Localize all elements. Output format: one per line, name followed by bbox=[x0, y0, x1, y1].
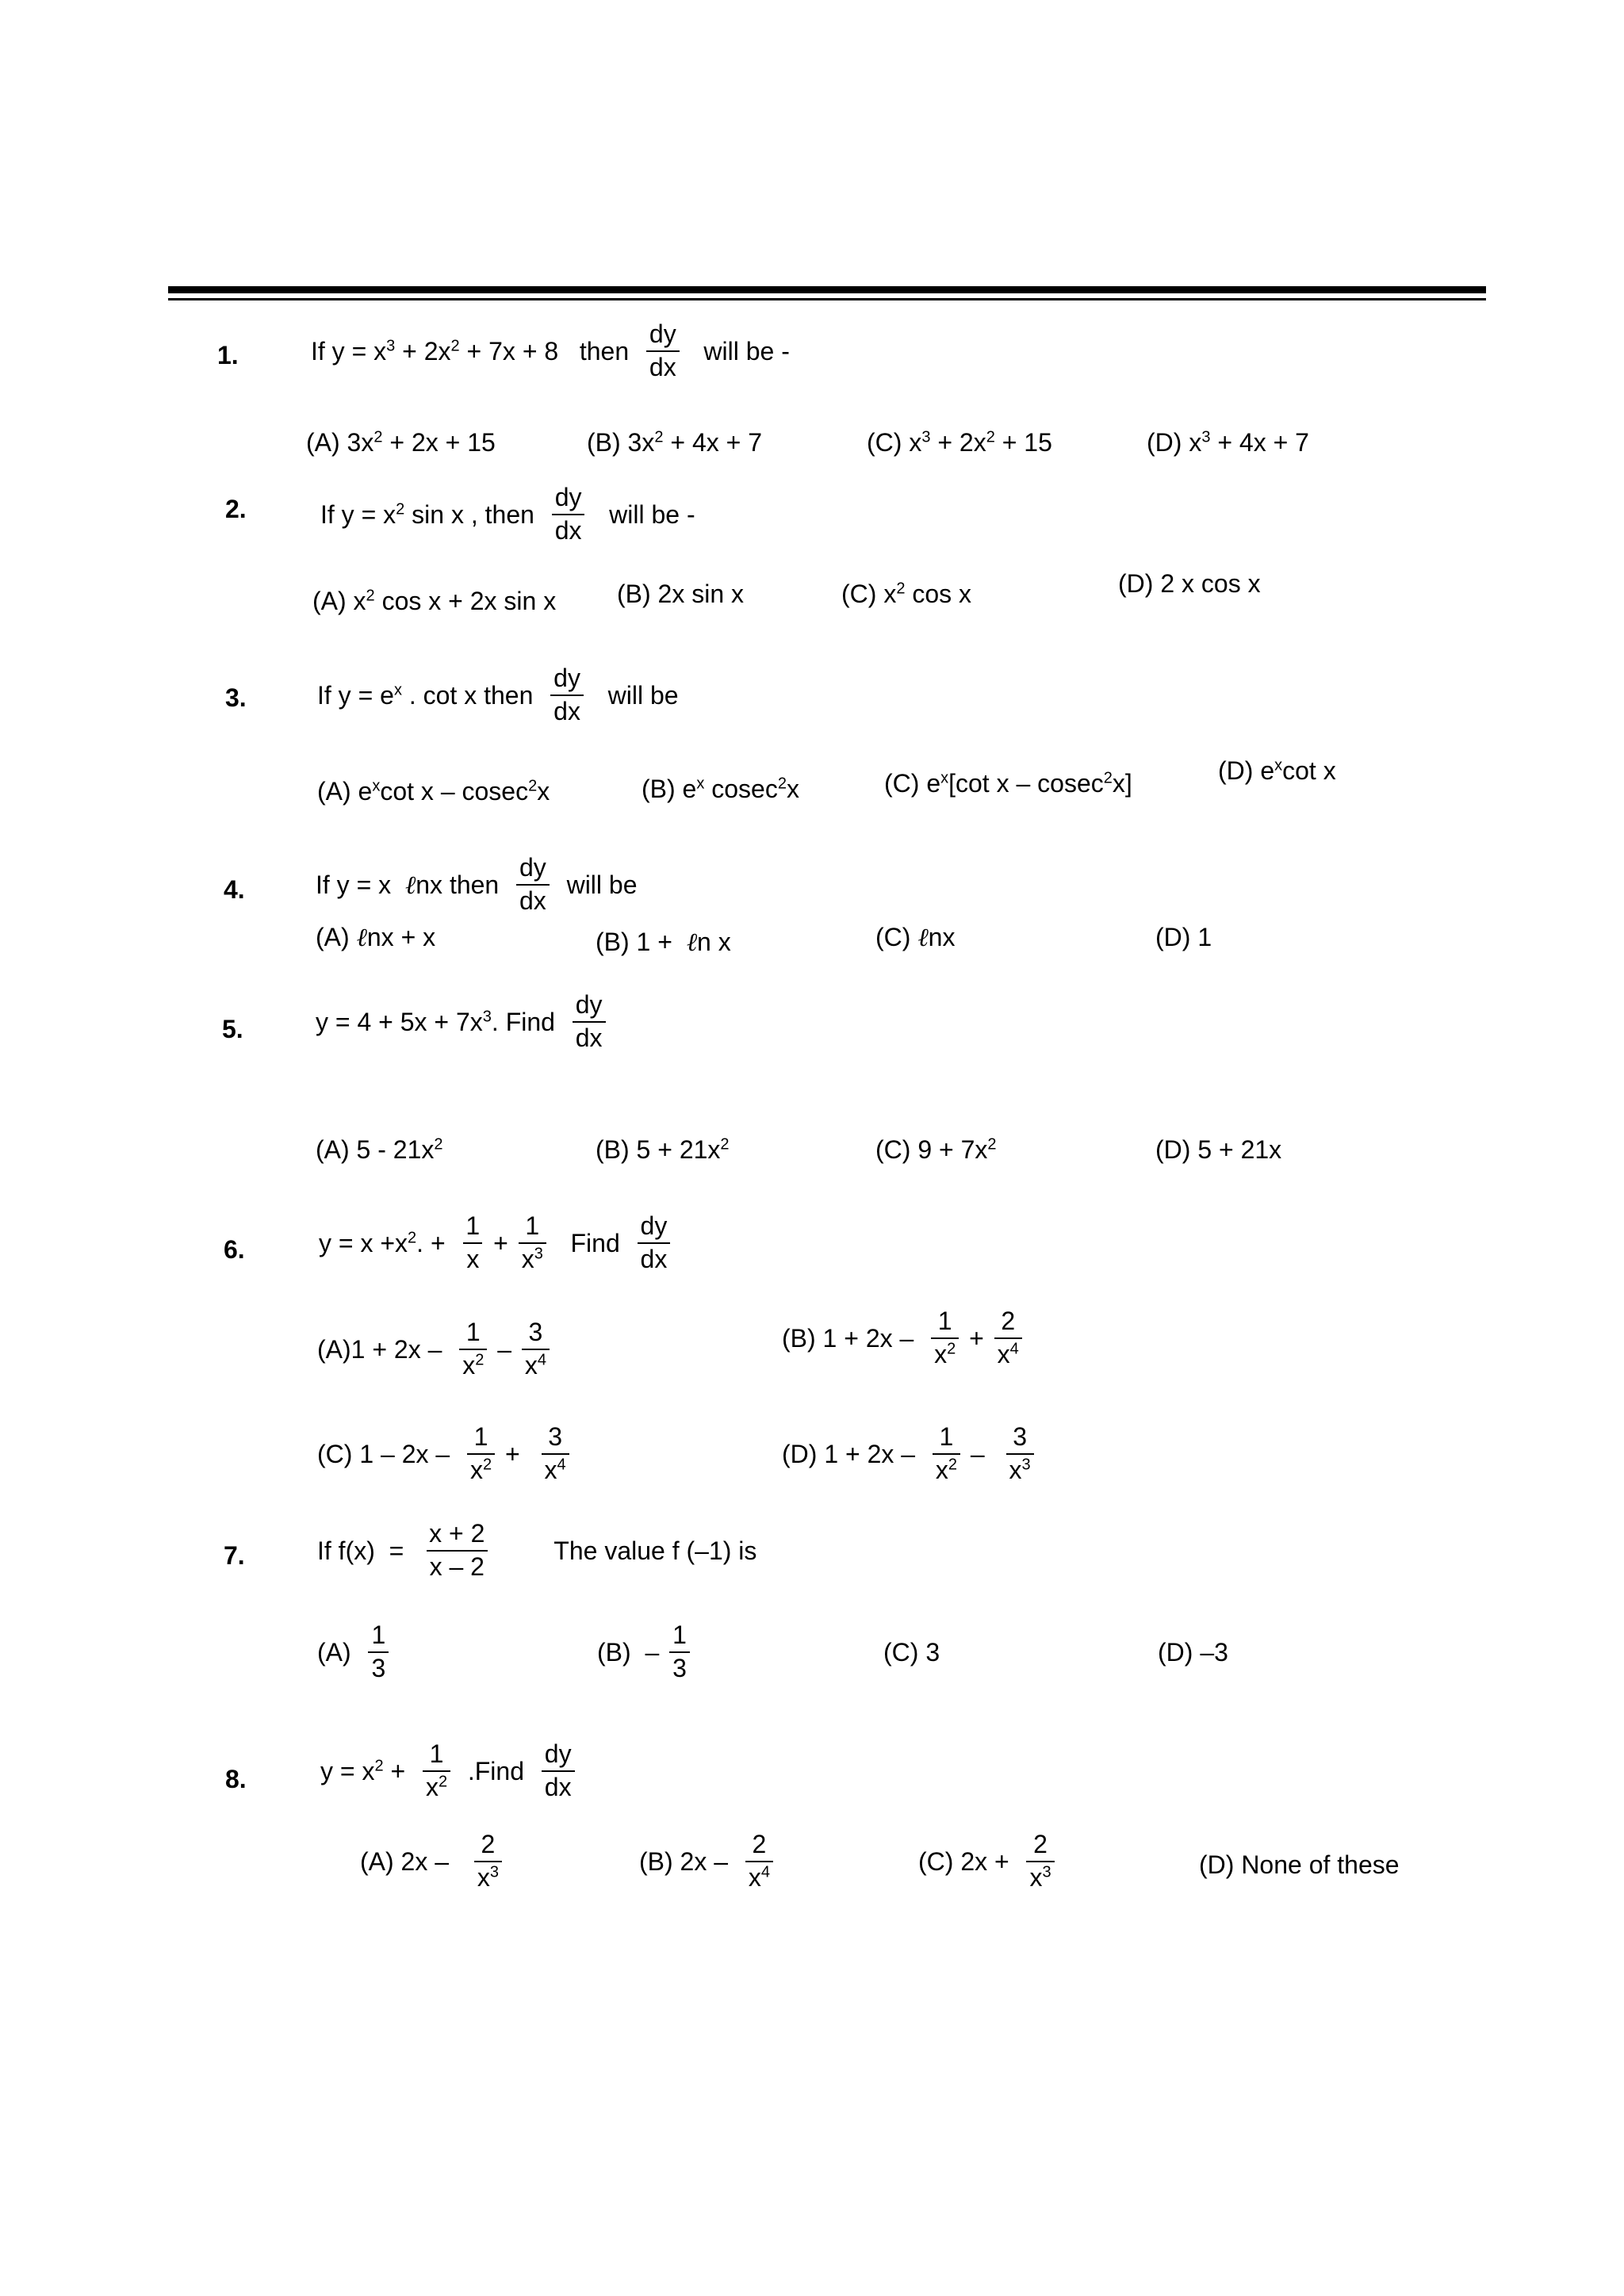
question-stem: $y = x +x^2$. + $\frac{1}{x}$ + $\frac{1}{x^3}$ Find $\frac{dy}{dx}$ bbox=[319, 1213, 673, 1272]
question-number: 8. bbox=[225, 1765, 247, 1793]
question-number: 4. bbox=[224, 875, 245, 904]
fraction: $\frac{1}{x^2}$ bbox=[459, 1319, 487, 1379]
option-a[interactable]: (A) ℓnx + x bbox=[316, 922, 436, 952]
option-a[interactable]: (A) $x^2$ cos x + 2x sin x bbox=[312, 587, 557, 615]
option-a[interactable]: (A) $3x^2 + 2x + 15$ bbox=[306, 428, 496, 457]
fraction: $\frac{1}{x^2}$ bbox=[467, 1424, 495, 1483]
fraction: $\frac{2}{x^4}$ bbox=[994, 1308, 1022, 1368]
fraction: $\frac{1}{3}$ bbox=[669, 1622, 690, 1682]
question-number: 2. bbox=[225, 495, 247, 523]
option-b[interactable]: (B) 2x sin x bbox=[617, 580, 745, 608]
question-stem: If $y = x^3 + 2x^2 + 7x + 8$ then $\frac{dy}{dx}$ will be - bbox=[311, 320, 790, 381]
fraction: $\frac{1}{x}$ bbox=[462, 1213, 483, 1272]
option-a[interactable]: (A)1 + 2x – $\frac{1}{x^2}$ – $\frac{3}{x^4}$ bbox=[317, 1319, 553, 1379]
option-b[interactable]: (B) 1 + ℓn x bbox=[596, 927, 731, 957]
fraction: $\frac{1}{x^2}$ bbox=[423, 1741, 450, 1800]
derivative-fraction: $\frac{dy}{dx}$ bbox=[516, 855, 550, 914]
question-stem: If $y = x^2$ sin x , then $\frac{dy}{dx}$ will be - bbox=[320, 483, 695, 545]
fraction: $\frac{1}{x^3}$ bbox=[519, 1213, 546, 1272]
option-d[interactable]: (D) 5 + 21x bbox=[1155, 1135, 1282, 1164]
option-b[interactable]: (B) – $\frac{1}{3}$ bbox=[597, 1622, 693, 1682]
fraction: $\frac{x + 2}{x - 2}$ bbox=[426, 1521, 488, 1580]
question-stem: If y = x ℓnx then $\frac{dy}{dx}$ will be bbox=[316, 853, 638, 915]
fraction: $\frac{3}{x^3}$ bbox=[1006, 1424, 1034, 1483]
derivative-fraction: $\frac{dy}{dx}$ bbox=[550, 665, 584, 725]
option-b[interactable]: (B) $5 + 21x^2$ bbox=[596, 1135, 730, 1164]
option-b[interactable]: (B) 1 + 2x – $\frac{1}{x^2}$ + $\frac{2}{x^4}$ bbox=[782, 1308, 1025, 1368]
option-c[interactable]: (C) $x^2$ cos x bbox=[841, 580, 972, 608]
question-stem: If $y = e^x$ . cot x then $\frac{dy}{dx}$ will be bbox=[317, 664, 679, 725]
option-d[interactable]: (D) –3 bbox=[1158, 1638, 1228, 1667]
derivative-fraction: $\frac{dy}{dx}$ bbox=[542, 1741, 575, 1800]
header-rule-thick bbox=[168, 286, 1486, 293]
option-a[interactable]: (A) $\frac{1}{3}$ bbox=[317, 1622, 392, 1682]
derivative-fraction: $\frac{dy}{dx}$ bbox=[638, 1213, 671, 1272]
question-stem: $y = x^2$ + $\frac{1}{x^2}$ .Find $\frac{dy}{dx}$ bbox=[320, 1741, 578, 1800]
derivative-fraction: $\frac{dy}{dx}$ bbox=[552, 484, 585, 544]
question-number: 5. bbox=[222, 1015, 243, 1043]
option-d[interactable]: (D) 1 bbox=[1155, 923, 1212, 951]
option-d[interactable]: (D) $x^3 + 4x + 7$ bbox=[1147, 428, 1309, 457]
question-number: 1. bbox=[217, 341, 239, 369]
option-d[interactable]: (D) 2 x cos x bbox=[1118, 569, 1261, 598]
fraction: $\frac{3}{x^4}$ bbox=[522, 1319, 550, 1379]
option-a[interactable]: (A) $5 - 21x^2$ bbox=[316, 1135, 443, 1164]
fraction: $\frac{2}{x^3}$ bbox=[1026, 1831, 1054, 1891]
fraction: $\frac{1}{3}$ bbox=[368, 1622, 389, 1682]
derivative-fraction: $\frac{dy}{dx}$ bbox=[646, 321, 680, 381]
option-d[interactable]: (D) 1 + 2x – $\frac{1}{x^2}$ – $\frac{3}{x^3}$ bbox=[782, 1424, 1037, 1483]
option-c[interactable]: (C) $e^x[\cot$ x – cosec$^2$x] bbox=[884, 769, 1132, 798]
option-c[interactable]: (C) ℓnx bbox=[875, 922, 956, 952]
question-number: 7. bbox=[224, 1541, 245, 1570]
option-b[interactable]: (B) $e^x$ cosec$^2$x bbox=[642, 775, 799, 803]
option-c[interactable]: (C) 3 bbox=[883, 1638, 940, 1667]
option-c[interactable]: (C) $9 + 7x^2$ bbox=[875, 1135, 997, 1164]
option-d[interactable]: (D) $e^x\cot$ x bbox=[1218, 756, 1336, 785]
header-rule-thin bbox=[168, 298, 1486, 300]
option-c[interactable]: (C) 2x + $\frac{2}{x^3}$ bbox=[918, 1831, 1058, 1891]
option-d[interactable]: (D) None of these bbox=[1199, 1850, 1400, 1879]
option-b[interactable]: (B) $3x^2 + 4x + 7$ bbox=[587, 428, 762, 457]
option-a[interactable]: (A) 2x – $\frac{2}{x^3}$ bbox=[360, 1831, 505, 1891]
fraction: $\frac{1}{x^2}$ bbox=[931, 1308, 959, 1368]
fraction: $\frac{2}{x^4}$ bbox=[745, 1831, 773, 1891]
option-c[interactable]: (C) $x^3 + 2x^2 + 15$ bbox=[867, 428, 1052, 457]
option-c[interactable]: (C) 1 – 2x – $\frac{1}{x^2}$ + $\frac{3}{x^4}$ bbox=[317, 1424, 573, 1483]
fraction: $\frac{1}{x^2}$ bbox=[933, 1424, 960, 1483]
fraction: $\frac{3}{x^4}$ bbox=[542, 1424, 569, 1483]
derivative-fraction: $\frac{dy}{dx}$ bbox=[573, 992, 606, 1051]
question-stem: If f(x) = $\frac{x + 2}{x - 2}$ The value f (–1) is bbox=[317, 1519, 757, 1581]
fraction: $\frac{2}{x^3}$ bbox=[474, 1831, 502, 1891]
question-stem: $y = 4 + 5x + 7x^3$. Find $\frac{dy}{dx}$ bbox=[316, 992, 609, 1051]
option-b[interactable]: (B) 2x – $\frac{2}{x^4}$ bbox=[639, 1831, 776, 1891]
option-a[interactable]: (A) $e^x\cot$ x – cosec$^2$x bbox=[317, 777, 550, 806]
question-number: 6. bbox=[224, 1235, 245, 1264]
question-number: 3. bbox=[225, 683, 247, 712]
